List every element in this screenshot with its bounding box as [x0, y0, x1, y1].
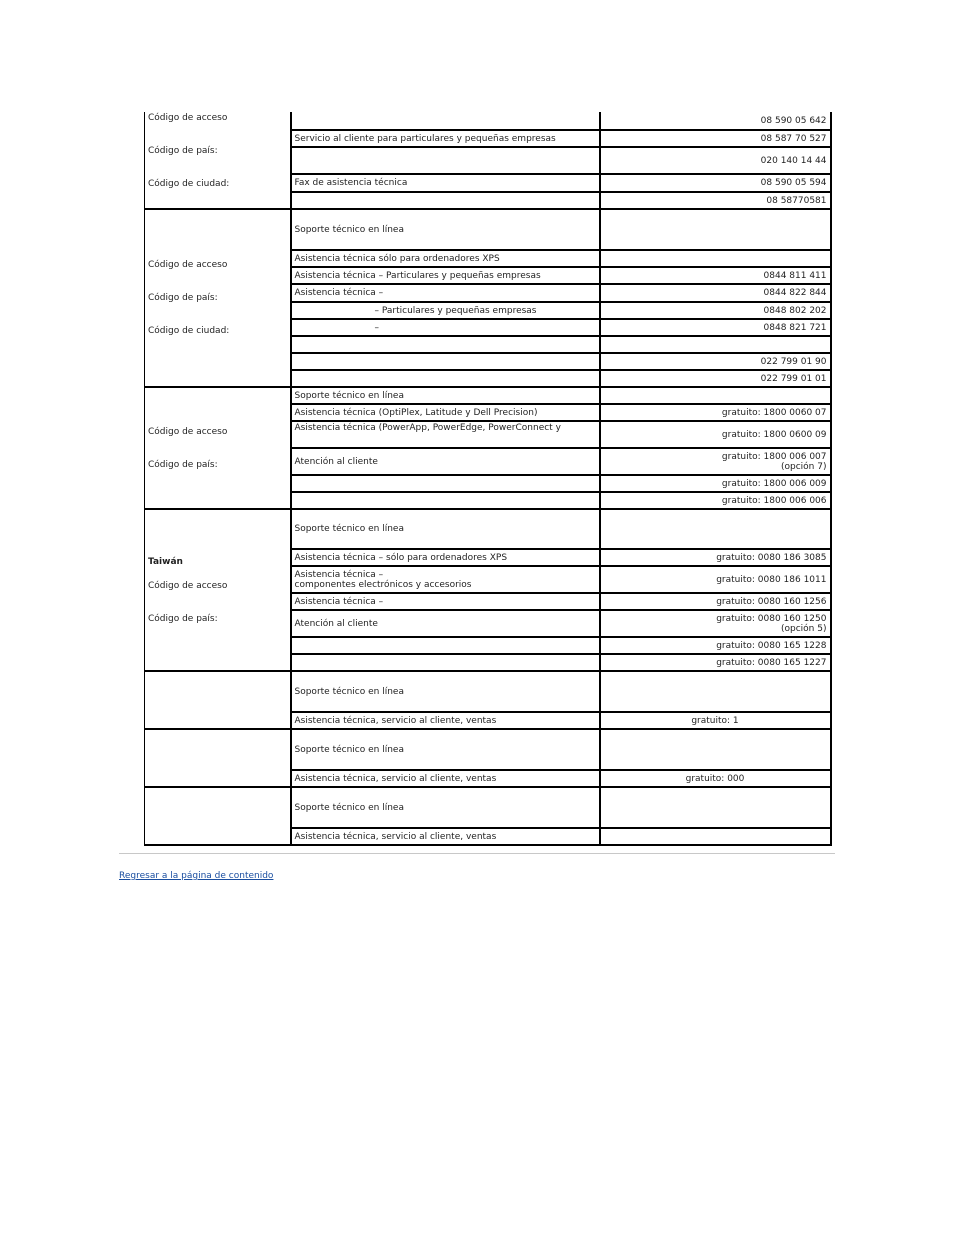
service-cell [291, 336, 600, 353]
service-label: Asistencia técnica sólo para ordenadores XPS [294, 253, 500, 264]
line-spacer [148, 156, 287, 179]
phone-number-cell [600, 475, 831, 492]
service-cell [291, 174, 600, 192]
service-cell [291, 192, 600, 209]
service-cell [291, 267, 600, 284]
service-label: Asistencia técnica – sólo para ordenadores XPS [294, 552, 508, 563]
service-cell [291, 492, 600, 509]
phone-number: 0844 822 844 [763, 288, 827, 298]
phone-number-cell [600, 729, 831, 770]
service-label: Servicio al cliente para particulares y pequeñas empresas [294, 133, 556, 144]
phone-number: gratuito: 0080 160 1256 [716, 596, 827, 607]
phone-number-cell [600, 387, 831, 404]
table-row [145, 209, 831, 250]
country-cell [145, 671, 291, 729]
service-cell [291, 319, 600, 336]
phone-number: gratuito: 0080 186 3085 [716, 552, 827, 563]
service-cell [291, 509, 600, 549]
phone-number-cell [600, 448, 831, 475]
phone-number-cell [600, 302, 831, 319]
service-cell [291, 353, 600, 370]
service-label: – Particulares y pequeñas empresas [374, 305, 537, 316]
service-label: Soporte técnico en línea [294, 744, 404, 755]
phone-number-cell [600, 787, 831, 828]
service-label: Asistencia técnica (OptiPlex, Latitude y Dell Precision) [294, 407, 538, 418]
phone-number-cell [600, 610, 831, 637]
phone-number: gratuito: 1800 006 007 (opción 7) [721, 451, 827, 472]
service-cell [291, 404, 600, 421]
service-cell [291, 147, 600, 174]
phone-number: 0844 811 411 [763, 270, 827, 281]
phone-number: 0848 802 202 [763, 305, 827, 316]
line-spacer [148, 270, 287, 293]
back-to-contents-link[interactable]: Regresar a la página de contenido [119, 871, 274, 881]
country-code-label: Código de acceso [148, 426, 228, 437]
line-spacer [148, 123, 287, 146]
phone-number-cell [600, 828, 831, 845]
service-cell [291, 112, 600, 130]
phone-number-cell [600, 192, 831, 209]
table-row [145, 787, 831, 828]
phone-number-cell [600, 284, 831, 302]
country-code-label: Código de acceso [148, 260, 228, 270]
phone-number-cell [600, 250, 831, 267]
phone-number: gratuito: 0080 186 1011 [716, 574, 827, 585]
country-code-label: Código de ciudad: [148, 326, 230, 336]
service-cell [291, 370, 600, 387]
service-cell [291, 387, 600, 404]
service-cell [291, 475, 600, 492]
service-label: Soporte técnico en línea [294, 390, 404, 401]
service-label: Asistencia técnica (PowerApp, PowerEdge, PowerConnect y [294, 423, 561, 433]
service-label: Soporte técnico en línea [294, 524, 404, 534]
country-code-label: Código de país: [148, 293, 218, 303]
service-cell [291, 593, 600, 610]
service-cell [291, 302, 600, 319]
country-code-label: Código de país: [148, 613, 218, 624]
phone-number-cell [600, 147, 831, 174]
service-cell [291, 130, 600, 147]
service-cell [291, 828, 600, 845]
service-label: – [374, 322, 379, 333]
phone-number-cell [600, 654, 831, 671]
service-label: Soporte técnico en línea [294, 802, 404, 813]
service-label: Asistencia técnica, servicio al cliente, ventas [294, 831, 497, 842]
service-label: Asistencia técnica, servicio al cliente, ventas [294, 715, 497, 726]
contact-table [144, 112, 832, 846]
phone-number-cell [600, 209, 831, 250]
phone-number: 08 590 05 642 [760, 115, 827, 126]
phone-number-cell [600, 671, 831, 712]
phone-number-cell [600, 770, 831, 787]
service-label: Asistencia técnica – componentes electrónicos y accesorios [294, 569, 472, 590]
table-row [145, 509, 831, 549]
phone-number: gratuito: 0080 165 1228 [716, 640, 827, 651]
service-cell [291, 566, 600, 593]
service-label: Fax de asistencia técnica [294, 178, 408, 188]
country-cell [145, 112, 291, 209]
country-cell [145, 209, 291, 387]
service-label: Asistencia técnica – [294, 596, 384, 607]
phone-number: gratuito: 1 [691, 715, 739, 726]
line-spacer [148, 591, 287, 614]
service-cell [291, 637, 600, 654]
service-cell [291, 770, 600, 787]
phone-number-cell [600, 336, 831, 353]
service-cell [291, 712, 600, 729]
phone-number-cell [600, 370, 831, 387]
phone-number-cell [600, 593, 831, 610]
phone-number: gratuito: 1800 0600 09 [721, 429, 827, 440]
service-cell [291, 610, 600, 637]
phone-number-cell [600, 549, 831, 566]
phone-number: 08 58770581 [766, 195, 827, 206]
country-cell [145, 509, 291, 671]
phone-number-cell [600, 174, 831, 192]
country-code-label: Código de acceso [148, 113, 228, 123]
phone-number-cell [600, 637, 831, 654]
service-label: Atención al cliente [294, 456, 378, 467]
phone-number: 08 587 70 527 [760, 133, 827, 144]
phone-number-cell [600, 112, 831, 130]
service-cell [291, 671, 600, 712]
line-spacer [148, 567, 287, 581]
service-cell [291, 421, 600, 448]
phone-number-cell [600, 319, 831, 336]
phone-number-cell [600, 353, 831, 370]
phone-number: 022 799 01 90 [760, 356, 827, 367]
phone-number-cell [600, 404, 831, 421]
phone-number: 08 590 05 594 [760, 178, 827, 188]
table-row [145, 387, 831, 404]
service-label: Asistencia técnica, servicio al cliente, ventas [294, 773, 497, 784]
phone-number: gratuito: 1800 0060 07 [721, 407, 827, 418]
service-cell [291, 654, 600, 671]
table-row [145, 112, 831, 130]
country-code-label: Código de ciudad: [148, 179, 230, 189]
service-label: Soporte técnico en línea [294, 686, 404, 697]
phone-number-cell [600, 566, 831, 593]
service-cell [291, 729, 600, 770]
phone-number: gratuito: 0080 160 1250 (opción 5) [716, 613, 827, 634]
service-cell [291, 448, 600, 475]
country-name: Taiwán [148, 556, 183, 567]
phone-number: gratuito: 000 [685, 773, 745, 784]
phone-number: 022 799 01 01 [760, 373, 827, 384]
service-label: Asistencia técnica – [294, 288, 384, 298]
horizontal-divider [119, 853, 835, 854]
country-cell [145, 729, 291, 787]
service-label: Asistencia técnica – Particulares y pequeñas empresas [294, 270, 541, 281]
line-spacer [148, 437, 287, 460]
phone-number-cell [600, 712, 831, 729]
phone-number-cell [600, 130, 831, 147]
country-code-label: Código de acceso [148, 580, 228, 591]
country-cell [145, 787, 291, 845]
line-spacer [148, 303, 287, 326]
table-row [145, 671, 831, 712]
service-label: Atención al cliente [294, 618, 378, 629]
phone-number: gratuito: 1800 006 006 [721, 495, 827, 506]
phone-number: gratuito: 1800 006 009 [721, 478, 827, 489]
country-cell [145, 387, 291, 509]
country-code-label: Código de país: [148, 146, 218, 156]
phone-number: gratuito: 0080 165 1227 [716, 657, 827, 668]
country-code-label: Código de país: [148, 459, 218, 470]
phone-number-cell [600, 492, 831, 509]
service-cell [291, 250, 600, 267]
phone-number: 020 140 14 44 [760, 155, 827, 166]
service-cell [291, 209, 600, 250]
table-row [145, 729, 831, 770]
phone-number-cell [600, 421, 831, 448]
service-cell [291, 787, 600, 828]
phone-number-cell [600, 509, 831, 549]
phone-number: 0848 821 721 [763, 322, 827, 333]
service-cell [291, 284, 600, 302]
service-cell [291, 549, 600, 566]
service-label: Soporte técnico en línea [294, 224, 404, 235]
phone-number-cell [600, 267, 831, 284]
